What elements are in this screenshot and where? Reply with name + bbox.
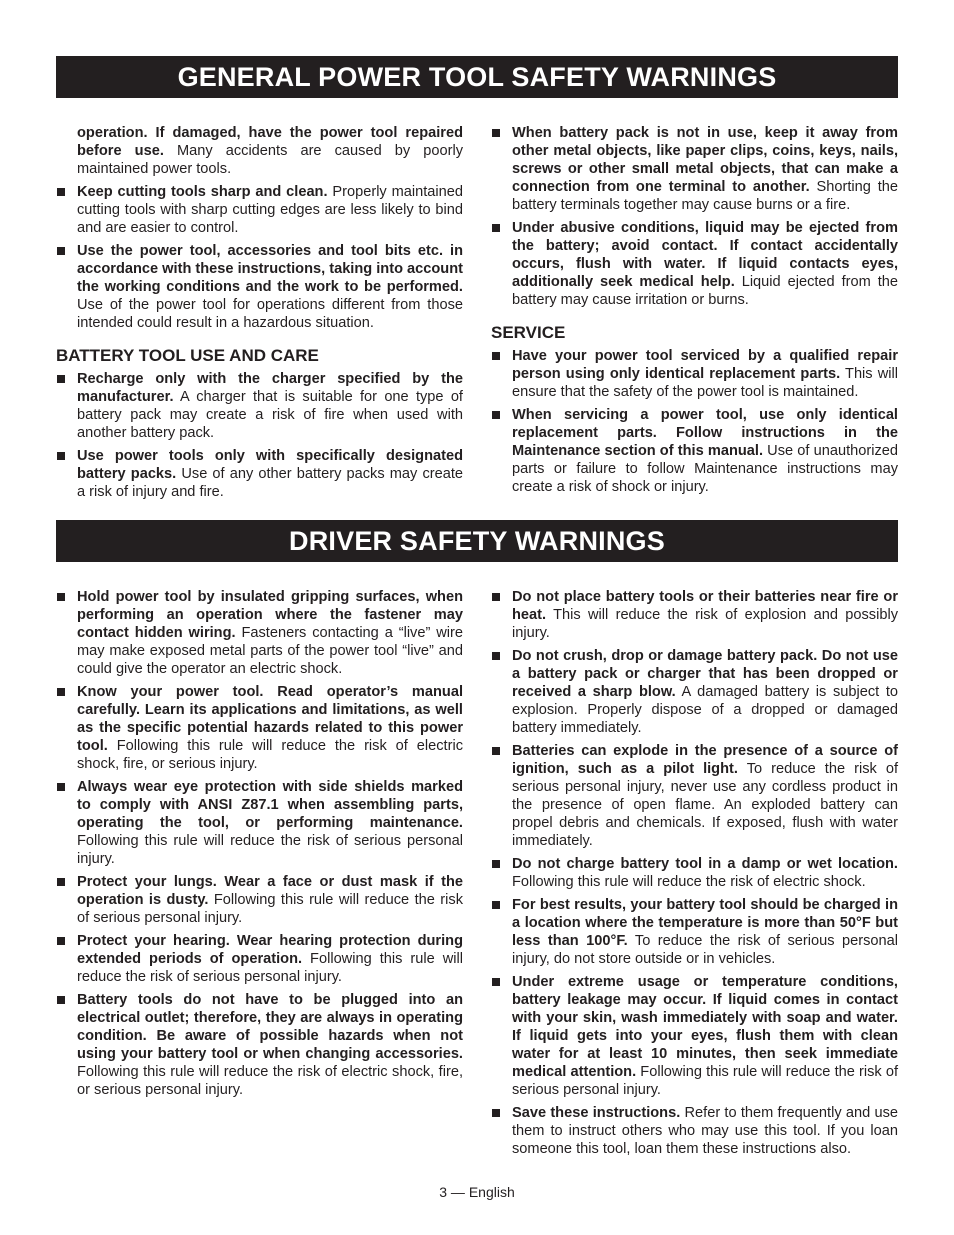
column-driver-left (56, 588, 463, 1104)
body-text: To reduce the risk of serious personal injury, do not store outside or in vehicles. (512, 933, 898, 967)
bullet-item (56, 588, 463, 678)
subheading-battery-tool: BATTERY TOOL USE AND CARE (56, 346, 319, 365)
section-title-general: GENERAL POWER TOOL SAFETY WARNINGS (56, 56, 898, 98)
square-bullet-icon (57, 452, 65, 460)
body-text: This will ensure that the safety of the power tool is maintained. (512, 366, 898, 400)
body-text: Refer to them frequently and use them to instruct others who may use this tool. If you loan someone this tool, loan them these instructions also. (512, 1105, 898, 1157)
body-text: To reduce the risk of serious personal injury, never use any cordless product in the presence of open flame. An exploded battery can propel debris and chemicals. If exposed, flush with water immediately. (512, 761, 898, 849)
continued-paragraph (56, 124, 463, 178)
bold-text: Recharge only with the charger specified by the manufacturer. (77, 371, 463, 405)
square-bullet-icon (57, 688, 65, 696)
bullet-item (491, 219, 898, 309)
bullet-list (56, 183, 463, 332)
bullet-item (56, 370, 463, 442)
body-text: Use of the power tool for operations different from those intended could result in a hazardous situation. (77, 297, 463, 331)
square-bullet-icon (492, 1109, 500, 1117)
bold-text: Use the power tool, accessories and tool bits etc. in accordance with these instructions, taking into account the working conditions and the work to be performed. (77, 243, 463, 295)
body-text: Use of any other battery packs may create a risk of injury and fire. (77, 466, 463, 500)
body-text: Properly maintained cutting tools with sharp cutting edges are less likely to bind and are easier to control. (77, 184, 463, 236)
body-text: Use of unauthorized parts or failure to follow Maintenance instructions may create a risk of shock or injury. (512, 443, 899, 495)
bullet-list (56, 370, 463, 501)
bold-text: Under extreme usage or temperature conditions, battery leakage may occur. If liquid comes in contact with your skin, wash immediately with soap and water. If liquid gets into your eyes, flush them with clean water for at least 10 minutes, then seek immediate medical attention. (512, 974, 898, 1080)
bullet-item (491, 973, 898, 1099)
bold-text: Use power tools only with specifically designated battery packs. (77, 448, 463, 482)
bold-text: Batteries can explode in the presence of a source of ignition, such as a pilot light. (512, 743, 898, 777)
bold-text: Save these instructions. (512, 1105, 681, 1121)
bold-text: When battery pack is not in use, keep it away from other metal objects, like paper clips, coins, keys, nails, screws or other small metal objects, that can make a connection from one terminal to another. (512, 125, 898, 195)
page-footer: 3 — English (439, 1184, 515, 1200)
subheading-service: SERVICE (491, 323, 566, 342)
bullet-item (56, 683, 463, 773)
bullet-item (491, 124, 898, 214)
square-bullet-icon (492, 411, 500, 419)
square-bullet-icon (57, 593, 65, 601)
body-text: Following this rule will reduce the risk of serious personal injury. (77, 892, 463, 926)
square-bullet-icon (492, 747, 500, 755)
square-bullet-icon (492, 978, 500, 986)
square-bullet-icon (57, 783, 65, 791)
square-bullet-icon (492, 352, 500, 360)
square-bullet-icon (57, 375, 65, 383)
square-bullet-icon (492, 901, 500, 909)
bold-text: When servicing a power tool, use only identical replacement parts. Follow instructions in the Maintenance section of this manual. (512, 407, 898, 459)
bullet-item (491, 647, 898, 737)
square-bullet-icon (492, 224, 500, 232)
body-text: Liquid ejected from the battery may cause irritation or burns. (512, 274, 898, 308)
bullet-item (56, 183, 463, 237)
bullet-item (491, 588, 898, 642)
bold-text: Know your power tool. Read operator’s manual carefully. Learn its applications and limitations, as well as the specific potential hazards related to this power tool. (77, 684, 463, 754)
bold-text: Always wear eye protection with side shields marked to comply with ANSI Z87.1 when assembling parts, operating the tool, or performing maintenance. (77, 779, 463, 831)
bold-text: Keep cutting tools sharp and clean. (77, 184, 328, 200)
bold-text: Do not crush, drop or damage battery pack. Do not use a battery pack or charger that has been dropped or received a sharp blow. (512, 648, 898, 700)
bullet-item (56, 873, 463, 927)
square-bullet-icon (57, 878, 65, 886)
bullet-list (491, 124, 898, 309)
section-title-driver: DRIVER SAFETY WARNINGS (56, 520, 898, 562)
square-bullet-icon (492, 652, 500, 660)
square-bullet-icon (57, 247, 65, 255)
square-bullet-icon (57, 996, 65, 1004)
bullet-item (491, 855, 898, 891)
body-text: Following this rule will reduce the risk of serious personal injury. (77, 951, 463, 985)
body-text: Following this rule will reduce the risk of serious personal injury. (77, 833, 463, 867)
bullet-item (56, 778, 463, 868)
square-bullet-icon (57, 188, 65, 196)
body-text: Following this rule will reduce the risk of electric shock, fire, or serious personal injury. (77, 1064, 463, 1098)
bullet-item (56, 242, 463, 332)
column-general-left (56, 124, 463, 506)
body-text: Following this rule will reduce the risk of electric shock, fire, or serious injury. (77, 738, 463, 772)
column-driver-right (491, 588, 898, 1163)
bold-text: Hold power tool by insulated gripping surfaces, when performing an operation where the fastener may contact hidden wiring. (77, 589, 463, 641)
bold-text: Under abusive conditions, liquid may be ejected from the battery; avoid contact. If contact accidentally occurs, flush with water. If liquid contacts eyes, additionally seek medical help. (512, 220, 898, 290)
bullet-item (491, 406, 898, 496)
bullet-item (491, 742, 898, 850)
body-text: Fasteners contacting a “live” wire may make exposed metal parts of the power tool “live” and could give the operator an electric shock. (77, 625, 463, 677)
bullet-item (56, 991, 463, 1099)
body-text: Following this rule will reduce the risk of serious personal injury. (512, 1064, 898, 1098)
bold-text: Do not place battery tools or their batteries near fire or heat. (512, 589, 898, 623)
square-bullet-icon (492, 860, 500, 868)
body-text: Following this rule will reduce the risk of electric shock. (512, 874, 866, 890)
body-text: A damaged battery is subject to explosion. Properly dispose of a dropped or damaged battery immediately. (512, 684, 899, 736)
body-text: This will reduce the risk of explosion and possibly injury. (512, 607, 898, 641)
bullet-item (491, 347, 898, 401)
bold-text: Protect your lungs. Wear a face or dust mask if the operation is dusty. (77, 874, 463, 908)
square-bullet-icon (492, 129, 500, 137)
bold-text: For best results, your battery tool should be charged in a location where the temperature is more than 50°F but less than 100°F. (512, 897, 898, 949)
column-general-right (491, 124, 898, 501)
bullet-item (56, 447, 463, 501)
bullet-item (491, 1104, 898, 1158)
body-text: A charger that is suitable for one type of battery pack may create a risk of fire when used with another battery pack. (77, 389, 463, 441)
bold-text: Protect your hearing. Wear hearing protection during extended periods of operation. (77, 933, 463, 967)
bold-text: Battery tools do not have to be plugged into an electrical outlet; therefore, they are always in operating condition. Be aware of possible hazards when not using your battery tool or when changing accessories. (77, 992, 463, 1062)
square-bullet-icon (492, 593, 500, 601)
bold-text: Do not charge battery tool in a damp or wet location. (512, 856, 898, 872)
bold-text: Have your power tool serviced by a qualified repair person using only identical replacement parts. (512, 348, 898, 382)
body-text: Shorting the battery terminals together may cause burns or a fire. (512, 179, 898, 213)
bullet-item (56, 932, 463, 986)
bold-text: operation. If damaged, have the power tool repaired before use. (77, 125, 463, 159)
bullet-item (491, 896, 898, 968)
square-bullet-icon (57, 937, 65, 945)
body-text: Many accidents are caused by poorly maintained power tools. (77, 143, 464, 177)
bullet-list (491, 347, 898, 496)
